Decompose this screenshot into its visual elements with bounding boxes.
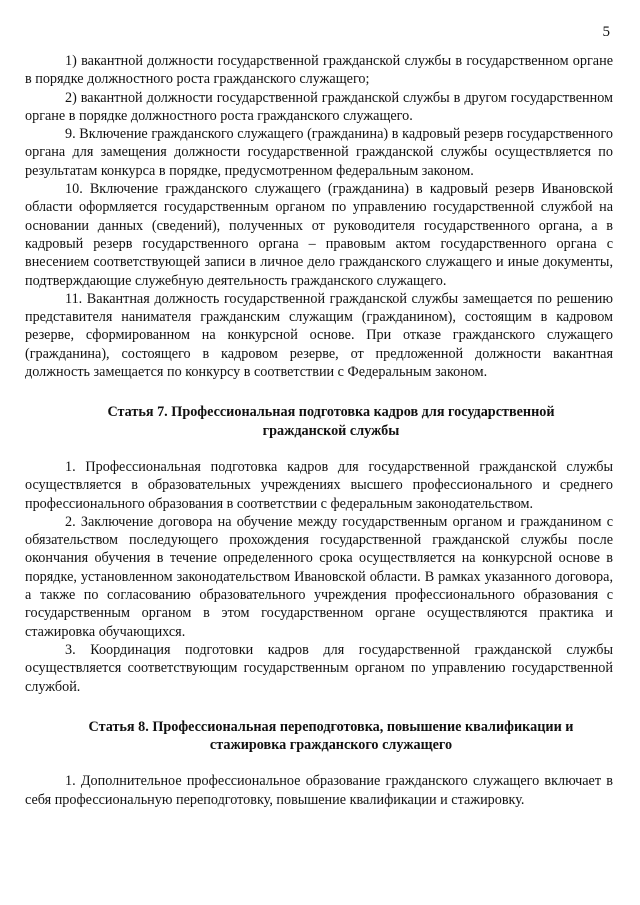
- article-8-paragraph: 1. Дополнительное профессиональное образование гражданского служащего включает в себя профессиональную переподготовку, повышение квалификации и стажировку.: [25, 773, 613, 808]
- paragraph: 10. Включение гражданского служащего (гражданина) в кадровый резерв Ивановской области оформляется государственным органом по управлению государственной службой на основании данных (сведений), полученных от руководителя государственного органа, а в кадровый резерв государственного органа – правовым актом государственного органа с внесением соответствующей записи в личное дело гражданского служащего и иные документы, подтверждающие служебную деятельность гражданского служащего.: [25, 181, 613, 289]
- document-body: [25, 52, 613, 809]
- paragraph: 11. Вакантная должность государственной гражданской службы замещается по решению представителя нанимателя гражданским служащим (гражданином), состоящим в кадровом резерве, сформированном на конкурсной основе. При отказе гражданского служащего (гражданина), состоящего в кадровом резерве, от предложенной должности вакантная должность замещается по конкурсу в соответствии с Федеральным законом.: [25, 290, 613, 381]
- article-7-heading: Статья 7. Профессиональная подготовка кадров для государственной гражданской службы: [107, 404, 555, 439]
- paragraph: 2) вакантной должности государственной гражданской службы в другом государственном органе в порядке должностного роста гражданского служащего.: [25, 89, 613, 124]
- article-7-paragraph: 1. Профессиональная подготовка кадров для государственной гражданской службы осуществляется в образовательных учреждениях высшего профессионального и среднего профессионального образования в соответствии с федеральным законодательством.: [25, 458, 613, 512]
- article-8-heading: Статья 8. Профессиональная переподготовка, повышение квалификации и стажировка гражданского служащего: [88, 718, 574, 754]
- article-7-paragraph: 2. Заключение договора на обучение между государственным органом и гражданином с обязательством последующего прохождения государственной гражданской службы после окончания обучения в течение определенного срока осуществляется на конкурсной основе в порядке, установленном законодательством Ивановской области. В рамках указанного договора, а также по согласованию образовательного учреждения профессионального образования с государственным органом в этом государственном органе осуществляются практика и стажировка обучающихся.: [25, 513, 613, 640]
- article-7-paragraph: 3. Координация подготовки кадров для государственной гражданской службы осуществляется соответствующим государственным органом по управлению государственной службой.: [25, 641, 613, 695]
- paragraph: 9. Включение гражданского служащего (гражданина) в кадровый резерв государственного органа для замещения должности государственной гражданской службы осуществляется по результатам конкурса в порядке, предусмотренном федеральным законом.: [25, 126, 613, 179]
- paragraph: 1) вакантной должности государственной гражданской службы в государственном органе в порядке должностного роста гражданского служащего;: [25, 53, 613, 88]
- page-number: 5: [602, 24, 610, 40]
